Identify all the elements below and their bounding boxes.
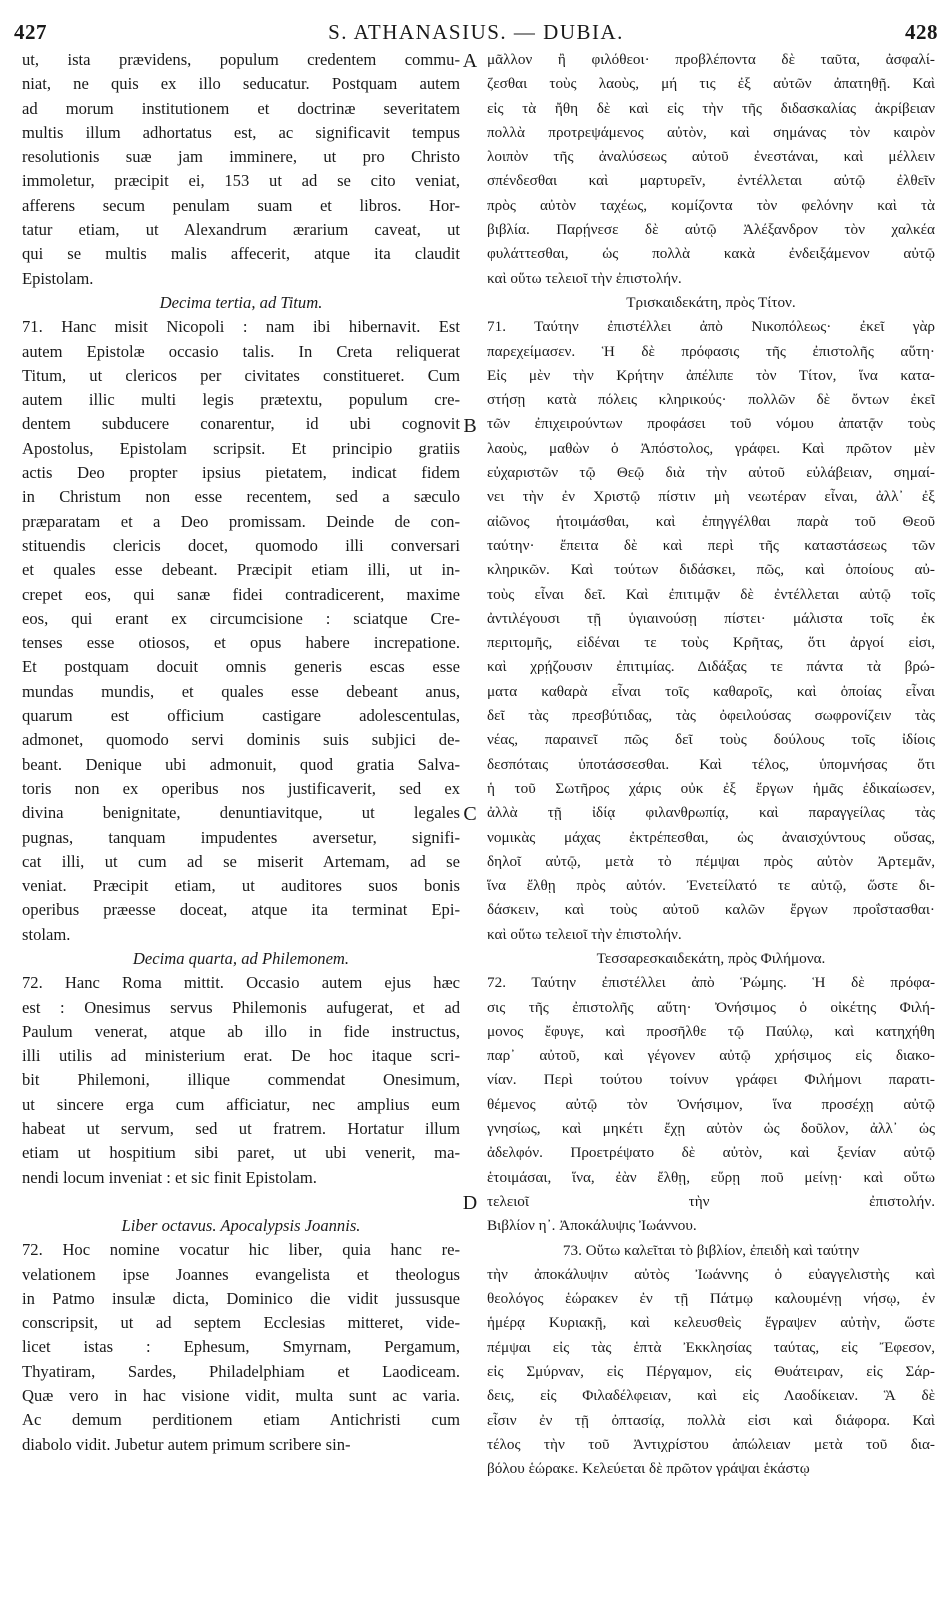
text-line: γνησίως, καὶ μηκέτι ἔχῃ αὐτὸν ὡς δοῦλον, ἀλλ᾽ ὡς	[487, 1120, 935, 1138]
text-line: Titum, ut clericos per civitates constitueret. Cum	[22, 365, 460, 385]
text-line: etiam ut hospitium sibi paret, ut ubi venerit, ma-	[22, 1143, 460, 1163]
section-heading: Decima quarta, ad Philemonem.	[132, 948, 350, 968]
text-line: diabolo vidit. Jubetur autem primum scribere sin-	[22, 1434, 351, 1454]
text-line: Paulum venerat, atque ab illo in fide instructus,	[22, 1021, 460, 1041]
margin-marker-b: B	[463, 414, 477, 437]
text-line: νει τὴν ἐν Χριστῷ πίστιν μὴ νεωτέραν εἶναι, ἀλλ᾽ ἐξ	[487, 488, 935, 506]
text-line: περιτομῆς, εἰδέναι τε τοὺς Κρῆτας, ὅτι ἀργοί εἰσι,	[487, 634, 935, 652]
text-line: Epistolam.	[22, 268, 94, 288]
text-line: 72. Ταύτην ἐπιστέλλει ἀπὸ Ῥώμης. Ἡ δὲ πρόφα-	[487, 974, 935, 992]
text-line: eos, qui erant ex circumcisione : sciatque Cre-	[22, 608, 460, 628]
text-line: ἀλλὰ τῇ ἰδίᾳ φιλανθρωπίᾳ, καὶ παραγγείλας τὰς	[487, 804, 935, 822]
section-heading: Decima tertia, ad Titum.	[159, 292, 323, 312]
text-line: mundas mundis, et quales esse debeant anus,	[22, 681, 460, 701]
text-line: θεολόγος ἑώρακεν ἐν τῇ Πάτμῳ καλουμένῃ νήσῳ, ἐν	[487, 1290, 935, 1308]
text-line: Εἰς μὲν τὴν Κρήτην ἀπέλιπε τὸν Τίτον, ἵνα κατα-	[487, 366, 935, 384]
text-line: τῶν ἐπιχειρούντων προφάσει τοῦ νόμου ἀπατᾷν τοὺς	[487, 415, 935, 433]
text-line: παρ᾽ αὐτοῦ, καὶ γέγονεν αὐτῷ χρήσιμος εἰς διακο-	[487, 1047, 935, 1065]
text-line: immoletur, præcipit ei, 153 ut ad se cito veniat,	[22, 171, 460, 191]
text-line: qui se multis malis affecerit, atque ita claudit	[22, 244, 460, 264]
text-line: quarum est officium castigare adolescentulas,	[22, 706, 460, 726]
page-header	[0, 0, 952, 50]
text-line: autem Epistolæ occasio talis. In Creta reliquerat	[22, 341, 460, 361]
text-line: dentem subducere conarentur, id ubi cognovit	[22, 414, 460, 434]
line-spacer	[22, 1190, 460, 1214]
text-line: crepet eos, qui sanæ fidei contradicerent, maxime	[22, 584, 460, 604]
text-line: 72. Hanc Roma mittit. Occasio autem ejus hæc	[22, 973, 460, 993]
text-line: ἡμέρᾳ Κυριακῇ, καὶ κελευσθεὶς ἔγραψεν αὐτὴν, ὥστε	[487, 1314, 935, 1332]
text-line: illi utilis ad ministerium erat. De hoc itaque scri-	[22, 1046, 460, 1066]
text-line: veniat. Præcipit etiam, ut auditores suos bonis	[22, 876, 460, 896]
section-heading: Liber octavus. Apocalypsis Joannis.	[121, 1215, 361, 1235]
text-line: velationem ipse Joannes evangelista et theologus	[22, 1264, 460, 1284]
text-line: φυλάττεσθαι, ὡς πολλὰ κακὰ ἐνδειξάμενον αὐτῷ	[487, 245, 935, 263]
text-line: ad morum institutionem et doctrinæ severitatem	[22, 98, 460, 118]
margin-marker-d: D	[462, 1192, 478, 1215]
text-line: Et postquam docuit omnis generis escas esse	[22, 657, 460, 677]
text-line: μᾶλλον ἢ φιλόθεοι· προβλέποντα δὲ ταῦτα, ἀσφαλί-	[487, 51, 935, 68]
text-line: λαοὺς, μαθὼν ὁ Ἀπόστολος, γράφει. Καὶ πρῶτον μὲν	[487, 439, 935, 457]
text-line: λοιπὸν τῆς ἀναλύσεως αὐτοῦ ἐνεστάναι, καὶ μέλλειν	[487, 148, 935, 166]
text-line: operibus præesse doceat, atque ita terminat Epi-	[22, 900, 460, 920]
text-line: autem illic multi legis prætextu, populum cre-	[22, 390, 460, 410]
text-line: ἀδελφόν. Προετρέψατο δὲ αὐτὸν, καὶ ξενίαν αὐτῷ	[487, 1144, 935, 1162]
section-heading: Τρισκαιδεκάτη, πρὸς Τίτον.	[626, 293, 796, 311]
text-line: δηλοῖ αὐτῷ, μετὰ τὸ πέμψαι πρὸς αὐτὸν Ἀρτεμᾶν,	[487, 852, 935, 870]
latin-column	[22, 48, 460, 1594]
text-line: in Christum non esse recentem, sed a sæculo	[22, 487, 460, 507]
text-line: ἡ τοῦ Σωτῆρος χάρις οὐκ ἐξ ἔργων ἡμᾶς ἐδικαίωσεν,	[487, 779, 935, 797]
text-line: nendi locum inveniat : et sic finit Epistolam.	[22, 1167, 317, 1187]
text-line: præparatam et a Deo promissam. Deinde de con-	[22, 511, 460, 531]
text-line: πρὸς αὐτὸν ταχέως, κομίζοντα τὸν φελόνην καὶ τὰ	[487, 196, 935, 214]
text-line: κληρικῶν. Καὶ τούτων διδάσκει, πῶς, καὶ ὁποίους αὐ-	[487, 561, 935, 579]
text-line: 71. Ταύτην ἐπιστέλλει ἀπὸ Νικοπόλεως· ἐκεῖ γὰρ	[487, 318, 935, 336]
text-line: σπένδεσθαι καὶ μαρτυρεῖν, ἐντέλλεται αὐτῷ ἐλθεῖν	[487, 172, 935, 190]
text-line: πέμψαι εἰς τὰς ἑπτὰ Ἐκκλησίας ταύτας, εἰς Ἔφεσον,	[487, 1338, 935, 1356]
margin-markers	[455, 48, 485, 1598]
text-line: ut, ista prævidens, populum credentem commu-	[22, 50, 460, 69]
page-number-left: 427	[14, 20, 47, 44]
greek-column	[487, 48, 935, 1594]
text-line: ἀντιλέγουσι τῇ ὑγιαινούσῃ πίστει· μάλιστα τοῖς ἐκ	[487, 609, 935, 627]
text-line: δάσκειν, καὶ τοὺς αὐτοῦ καλῶν ἔργων προΐστασθαι·	[487, 901, 935, 919]
text-line: ἵνα ἔλθῃ πρὸς αὐτόν. Ἐνετείλατό τε αὐτῷ, ὥστε δι-	[487, 877, 935, 895]
text-line: resolutionis suæ jam imminere, ut pro Christo	[22, 147, 460, 167]
text-line: Thyatiram, Sardes, Philadelphiam et Laodiceam.	[22, 1361, 460, 1381]
text-line: δεσπόταις ὑποτάσσεσθαι. Καὶ τέλος, ὑπομνήσας ὅτι	[487, 755, 935, 773]
text-line: divina benignitate, denuntiavitque, ut legales	[22, 803, 460, 823]
text-line: afferens secum penulam suam et libros. Hor-	[22, 195, 460, 215]
text-line: stolam.	[22, 924, 71, 944]
text-line: habeat ut servum, sed ut fratrem. Hortatur illum	[22, 1119, 460, 1139]
text-line: δεῖ τὰς πρεσβύτιδας, τὰς ὀφειλούσας σωφρονίζειν τὰς	[487, 707, 935, 725]
text-line: μονος ἔφυγε, καὶ προσῆλθε τῷ Παύλῳ, καὶ κατηχήθη	[487, 1022, 935, 1040]
text-line: Βιβλίον η᾽. Ἀποκάλυψις Ἰωάννου.	[487, 1217, 697, 1235]
text-line: ματα καθαρὰ εἶναι τοῖς καθαροῖς, καὶ ὁποίας εἶναι	[487, 682, 935, 700]
text-line: νίαν. Περὶ τούτου τοίνυν γράφει Φιλήμονι παρατι-	[487, 1071, 935, 1089]
text-line: τὴν ἀποκάλυψιν αὐτὸς Ἰωάννης ὁ εὐαγγελιστὴς καὶ	[487, 1265, 935, 1283]
text-line: καὶ χρῄζουσιν ἐπιτιμίας. Διδάξας τε πάντα τὰ βρώ-	[487, 658, 935, 676]
text-line: νέας, παραινεῖ πῶς δεῖ τοὺς δούλους τοῖς ἰδίοις	[487, 731, 935, 749]
text-line: stituendis clericis docet, quomodo illi conversari	[22, 535, 460, 555]
text-line: καὶ οὕτω τελειοῖ τὴν ἐπιστολήν.	[487, 925, 682, 943]
text-line: δεις, εἰς Φιλαδέλφειαν, καὶ εἰς Λαοδίκειαν. Ἃ δὲ	[487, 1387, 935, 1405]
text-line: νομικὰς μάχας ἐκτρέπεσθαι, ὡς ἀναισχύντους οὔσας,	[487, 828, 935, 846]
text-line: καὶ οὕτω τελειοῖ τὴν ἐπιστολήν.	[487, 269, 682, 287]
text-line: tatur etiam, ut Alexandrum ærarium caveat, ut	[22, 220, 460, 240]
text-line: est : Onesimus servus Philemonis aufugerat, et ad	[22, 997, 460, 1017]
text-line: πολλὰ προτρεψάμενος αὐτὸν, καὶ σημάνας τὸν καιρὸν	[487, 123, 935, 141]
text-line: et quales esse debeant. Præcipit etiam illi, ut in-	[22, 560, 460, 580]
text-line: in Patmo insulæ dicta, Dominico die vidit jussusque	[22, 1288, 460, 1308]
text-line: τελειοῖ τὴν ἐπιστολήν.	[487, 1192, 935, 1210]
text-line: multis illum adhortatus est, ac significavit tempus	[22, 122, 460, 142]
text-line: σις τῆς ἐπιστολῆς αὕτη· Ὀνήσιμος ὁ οἰκέτης Φιλή-	[487, 998, 935, 1016]
text-line: pugnas, tanquam impudentes aversetur, signifi-	[22, 827, 460, 847]
text-line: conscripsit, ut ad septem Ecclesias mitteret, vide-	[22, 1313, 460, 1333]
margin-marker-a: A	[462, 50, 478, 72]
text-line: θέμενος αὐτῷ τὸν Ὀνήσιμον, ἵνα προσέχῃ αὐτῷ	[487, 1095, 935, 1113]
text-line: παρεχείμασεν. Ἡ δὲ πρόφασις τῆς ἐπιστολῆς αὕτη·	[487, 342, 935, 360]
text-line: Ac demum perditionem etiam Antichristi cum	[22, 1410, 460, 1430]
page-number-right: 428	[905, 20, 938, 44]
text-line: 71. Hanc misit Nicopoli : nam ibi hibernavit. Est	[22, 317, 460, 337]
text-line: Quæ vero in hac visione vidit, multa sunt ac varia.	[22, 1386, 460, 1406]
text-line: τοὺς εἶναι δεῖ. Καὶ ἐπιτιμᾷν δὲ ἐντέλλεται αὐτῷ τοῖς	[487, 585, 935, 603]
margin-marker-c: C	[463, 803, 477, 826]
text-line: εἰς Σμύρναν, εἰς Πέργαμον, εἰς Θυάτειραν, εἰς Σάρ-	[487, 1363, 935, 1381]
text-line: βιβλία. Παρῄνεσε δὲ αὐτῷ Ἀλέξανδρον τὸν χαλκέα	[487, 221, 935, 239]
text-line: toris non ex operibus nos justificaverit, sed ex	[22, 778, 460, 798]
text-line: εἶσιν ἐν τῇ ὀπτασίᾳ, πολλὰ εἰσι καὶ διάφορα. Καὶ	[487, 1411, 935, 1429]
text-line: στήσῃ κατὰ πόλεις κληρικούς· πολλῶν δὲ ὄντων ἐκεῖ	[487, 391, 935, 409]
text-line: licet istas : Ephesum, Smyrnam, Pergamum,	[22, 1337, 460, 1357]
text-line: niat, ne quis ex illo seducatur. Postquam autem	[22, 74, 460, 94]
text-line: cat illi, ut cum ad se miserit Artemam, ad se	[22, 851, 460, 871]
text-line: τέλος τὴν τοῦ Ἀντιχρίστου ἀπώλειαν μετὰ τοῦ δια-	[487, 1435, 935, 1453]
text-line: 72. Hoc nomine vocatur hic liber, quia hanc re-	[22, 1240, 460, 1260]
text-line: ζεσθαι τοὺς λαοὺς, μή τις ἐξ αὐτῶν ἀπατηθῇ. Καὶ	[487, 75, 935, 93]
text-line: βόλου ἑώρακε. Κελεύεται δὲ πρῶτον γράψαι ἑκάστῳ	[487, 1460, 810, 1478]
text-line: bit Philemoni, illique commendat Onesimum,	[22, 1070, 460, 1090]
section-heading: 73. Οὕτω καλεῖται τὸ βιβλίον, ἐπειδὴ καὶ ταύτην	[562, 1241, 860, 1259]
text-line: αἰῶνος ἡτοιμάσθαι, καὶ ἐπηγγέλθαι παρὰ τοῦ Θεοῦ	[487, 512, 935, 530]
text-line: εἰς τὰ ἤθη δὲ καὶ εἰς τὴν τῆς διδασκαλίας ἀκρίβειαν	[487, 99, 935, 117]
text-line: ἑτοιμάσαι, ἵνα, ἐὰν ἔλθῃ, εὕρῃ ποῦ μείνῃ· καὶ οὕτω	[487, 1168, 935, 1186]
section-heading: Τεσσαρεσκαιδεκάτη, πρὸς Φιλήμονα.	[596, 949, 826, 967]
text-line: ταύτην· ἔπειτα δὲ καὶ περὶ τῆς καταστάσεως τῶν	[487, 536, 935, 554]
text-line: admonet, quomodo servi dominis suis subjici de-	[22, 730, 460, 750]
text-line: Apostolus, Epistolam scripsit. Et principio gratiis	[22, 438, 460, 458]
text-line: ut sincere erga cum afficiatur, nec amplius eum	[22, 1094, 460, 1114]
text-line: beant. Denique ubi admonuit, quod gratia Salva-	[22, 754, 460, 774]
text-line: εὐχαριστῶν τῷ Θεῷ διὰ τὴν αὐτοῦ εὐλάβειαν, σημαί-	[487, 464, 935, 482]
text-line: tenses esse otiosos, et opus habere increpatione.	[22, 633, 460, 653]
text-line: actis Deo propter ipsius pietatem, indicat fidem	[22, 463, 460, 483]
running-title: S. ATHANASIUS. — DUBIA.	[328, 20, 624, 44]
